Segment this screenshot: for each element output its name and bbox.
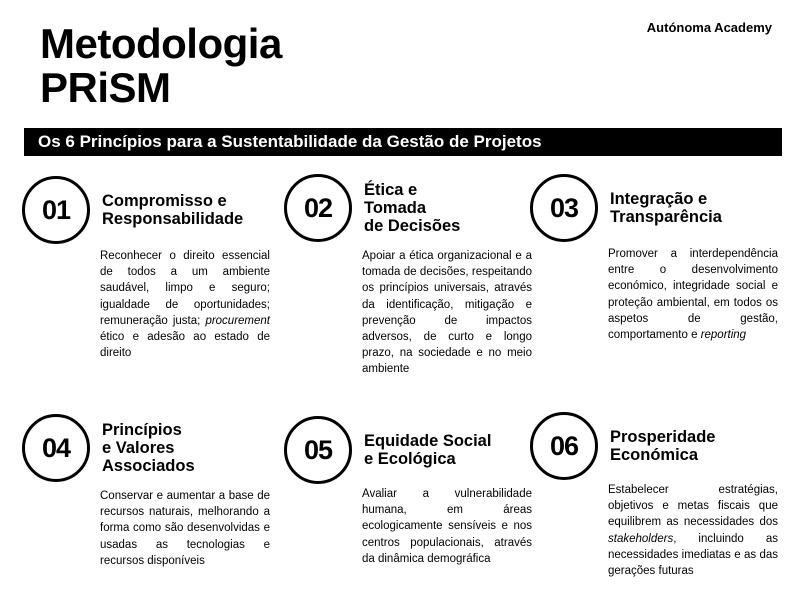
description-text: Reconhecer o direito essencial de todos a um ambiente saudável, limpo e seguro; igualdade de oportunidades; remuneração justa; (100, 250, 270, 327)
principle-heading-line: Princípios (102, 421, 182, 439)
principle-heading (102, 421, 195, 475)
page-title (40, 22, 282, 110)
principle-number-badge: 06 (530, 412, 598, 480)
description-italic-term: reporting (700, 329, 747, 342)
principle-heading-line: Associados (102, 457, 195, 475)
principle-description (608, 246, 778, 343)
principle-heading-line: de Decisões (364, 217, 461, 235)
principle-heading-line: Tomada (364, 199, 427, 217)
description-italic-term: procurement (205, 314, 270, 327)
description-text: Apoiar a ética organizacional e a tomada de decisões, respeitando os princípios universais, através da identificação, mitigação e prevenção de impactos adversos, de curto e longo prazo, na sociedade e no meio ambiente (362, 250, 532, 376)
principle-description (100, 248, 270, 361)
principle-number-badge: 04 (22, 414, 90, 482)
principle-heading (610, 190, 722, 226)
section-banner: Os 6 Princípios para a Sustentabilidade da Gestão de Projetos (24, 128, 782, 156)
principle-heading-line: Integração e (610, 190, 708, 208)
title-line-2: PRiSM (40, 64, 171, 111)
principle-description (362, 486, 532, 567)
principle-description (362, 248, 532, 378)
description-text: Estabelecer estratégias, objetivos e metas fiscais que equilibrem as necessidades dos (608, 484, 778, 529)
principle-heading (610, 428, 715, 464)
principle-heading (364, 181, 460, 235)
principle-number-badge: 02 (284, 174, 352, 242)
title-line-1: Metodologia (40, 20, 282, 67)
principle-heading-line: Ética e (364, 181, 418, 199)
description-text: Promover a interdependência entre o desenvolvimento económico, integridade social e proteção ambiental, em todos os aspetos de gestão, comportamento e (608, 248, 778, 342)
principle-description (100, 488, 270, 569)
principle-heading-line: Equidade Social (364, 432, 492, 450)
principle-heading-line: Económica (610, 446, 699, 464)
principle-description (608, 482, 778, 579)
description-text: , incluindo as necessidades imediatas e as das gerações futuras (608, 532, 778, 578)
principle-heading-line: Prosperidade (610, 428, 716, 446)
principle-heading (364, 432, 491, 468)
principle-heading-line: Responsabilidade (102, 210, 244, 228)
description-text: Conservar e aumentar a base de recursos naturais, melhorando a forma como são desenvolvidas e usadas as tecnologias e recursos disponíveis (100, 490, 270, 567)
description-italic-term: stakeholders (608, 532, 674, 545)
principle-heading-line: Compromisso e (102, 192, 227, 210)
principle-heading-line: e Valores (102, 439, 175, 457)
description-text: Avaliar a vulnerabilidade humana, em áreas ecologicamente sensíveis e nos centros populacionais, através da dinâmica demográfica (362, 488, 532, 565)
principle-heading-line: Transparência (610, 208, 722, 226)
principle-number-badge: 03 (530, 174, 598, 242)
principle-heading (102, 192, 243, 228)
principle-heading-line: e Ecológica (364, 450, 456, 468)
principle-number-badge: 01 (22, 176, 90, 244)
brand-label: Autónoma Academy (646, 20, 772, 35)
principle-number-badge: 05 (284, 416, 352, 484)
description-text: ético e adesão ao estado de direito (100, 331, 270, 360)
